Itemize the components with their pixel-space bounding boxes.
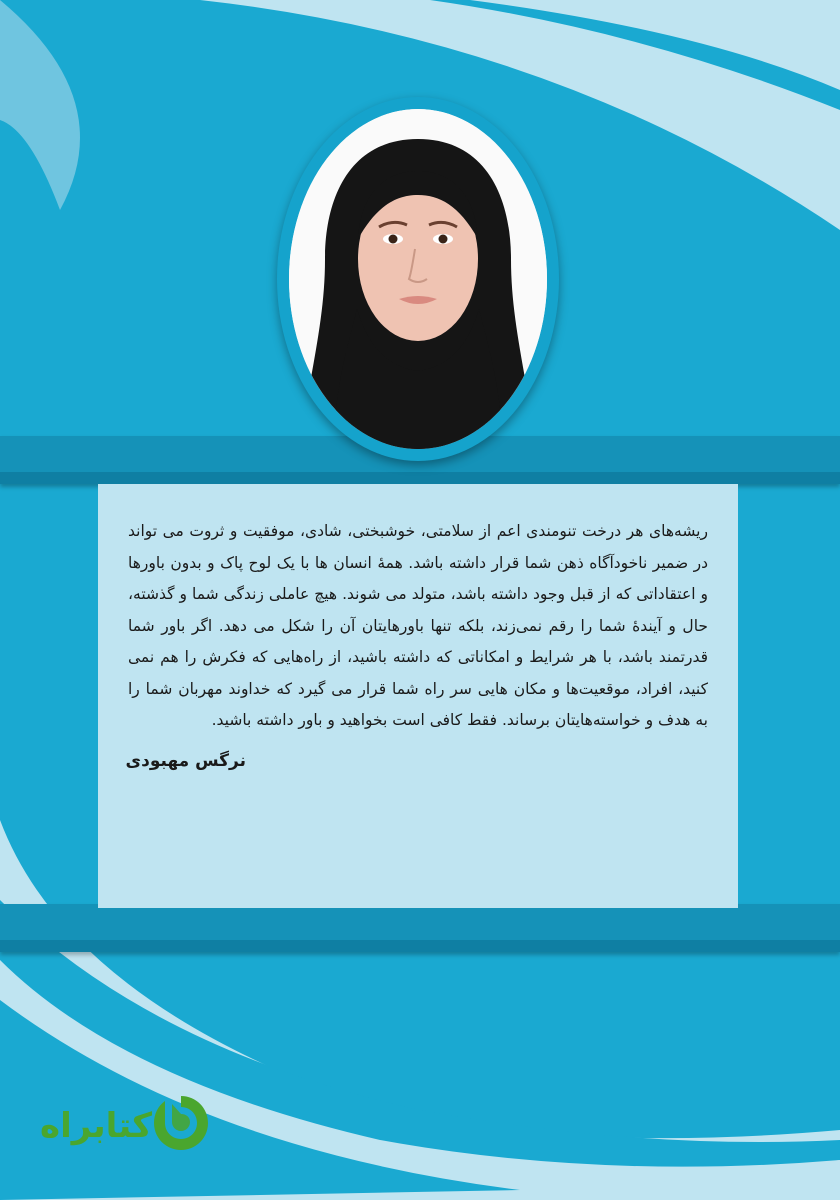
bottom-decorative-band [0, 904, 840, 952]
logo-text: کتابراه [40, 1106, 153, 1146]
ketabrah-logo-icon [150, 1092, 212, 1154]
portrait-frame [277, 97, 559, 461]
bio-panel [98, 484, 738, 908]
bio-text: ریشه‌های هر درخت تنومندی اعم از سلامتی، خوشبختی، شادی، موفقیت و ثروت می تواند در ضمیر ناخودآگاه ذهن شما قرار داشته باشد. همهٔ انسان ها با یک لوح پاک و بدون باورها و اعتقاداتی که از قبل وجود داشته باشد، متولد می شوند. هیچ عاملی زندگی شما و گذشته، حال و آیندهٔ شما را رقم نمی‌زند، بلکه تنها باورهایتان آن را شکل می دهد. اگر باور شما قدرتمند باشد، با هر شرایط و امکاناتی که داشته باشید، از راه‌هایی که فکرش را هم نمی کنید، افراد، موقعیت‌ها و مکان هایی سر راه شما قرار می گیرد که خداوند مهربان شما را به هدف و خواسته‌هایتان برساند. فقط کافی است بخواهید و باور داشته باشید. [128, 522, 708, 729]
author-portrait [289, 109, 547, 449]
publisher-logo [40, 1092, 215, 1156]
author-name: نرگس مهبودی [125, 750, 246, 771]
